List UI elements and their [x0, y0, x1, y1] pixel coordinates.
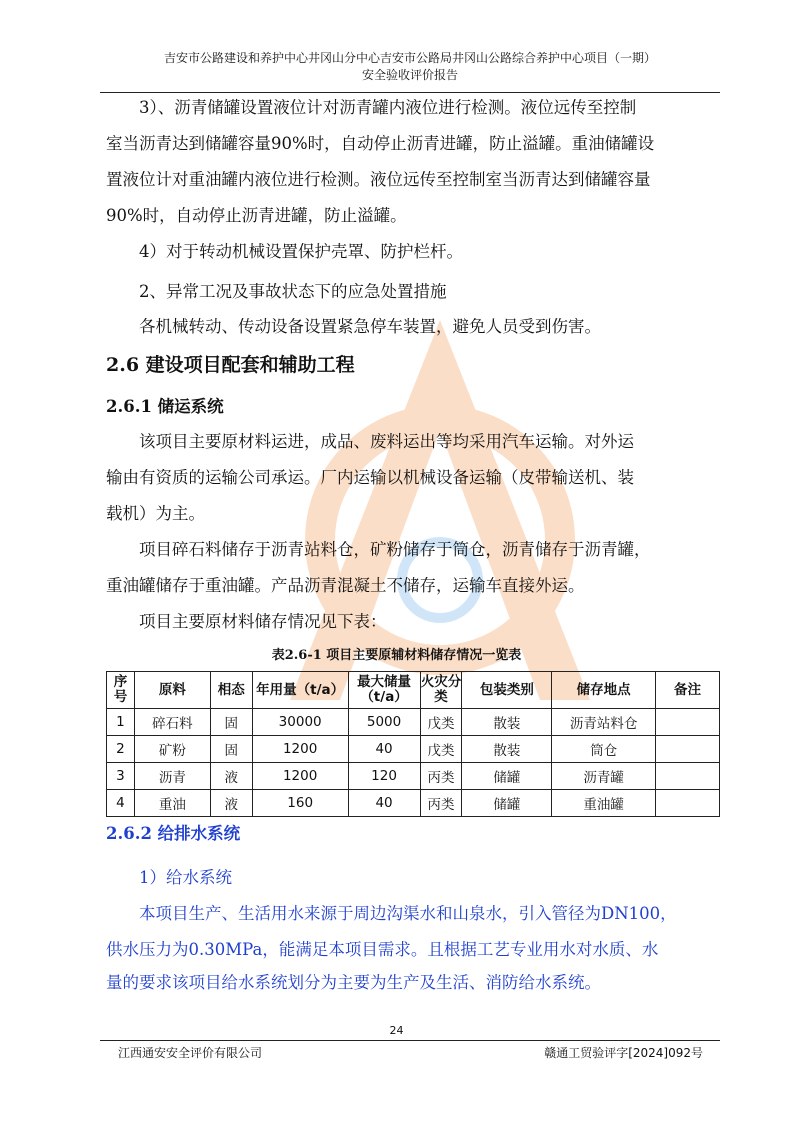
table-cell: 1200 [252, 763, 348, 790]
table-cell: 160 [252, 790, 348, 817]
table-header-cell: 储存地点 [552, 672, 656, 709]
paragraph-line: 量的要求该项目给水系统划分为主要为生产及生活、消防给水系统。 [106, 973, 601, 992]
table-cell: 3 [107, 763, 135, 790]
table-cell: 矿粉 [134, 736, 210, 763]
section-heading: 2.6 建设项目配套和辅助工程 [106, 354, 355, 376]
table-cell: 筒仓 [552, 736, 656, 763]
table-cell: 液 [210, 763, 252, 790]
page-number: 24 [389, 1024, 404, 1037]
table-cell: 2 [107, 736, 135, 763]
table-cell: 碎石料 [134, 709, 210, 736]
table-cell: 120 [348, 763, 420, 790]
table-row [107, 736, 720, 763]
table-cell: 丙类 [420, 763, 462, 790]
table-cell: 戊类 [420, 709, 462, 736]
footer-document-number: 赣通工贸验评字[2024]092号 [544, 1046, 703, 1060]
watermark-a-shape [290, 320, 590, 700]
table-header-cell: 包装类别 [462, 672, 552, 709]
table-cell: 沥青站料仓 [552, 709, 656, 736]
paragraph-line: 重油罐储存于重油罐。产品沥青混凝土不储存，运输车直接外运。 [106, 576, 585, 595]
table-cell: 散装 [462, 709, 552, 736]
header-title-line2: 安全验收评价报告 [361, 68, 458, 82]
footer-company: 江西通安安全评价有限公司 [118, 1046, 263, 1060]
paragraph-line: 2、异常工况及事故状态下的应急处置措施 [139, 282, 447, 301]
header-title-line1: 吉安市公路建设和养护中心井冈山分中心吉安市公路局井冈山公路综合养护中心项目（一期） [163, 51, 656, 65]
table-cell: 固 [210, 736, 252, 763]
table-cell: 沥青 [134, 763, 210, 790]
table-cell [656, 736, 720, 763]
paragraph-line: 1）给水系统 [139, 868, 232, 887]
table-cell: 30000 [252, 709, 348, 736]
table-cell: 1200 [252, 736, 348, 763]
table-row [107, 709, 720, 736]
table-caption: 表2.6-1 项目主要原辅材料储存情况一览表 [271, 648, 522, 663]
table-header-cell: 相态 [210, 672, 252, 709]
table-cell: 丙类 [420, 790, 462, 817]
paragraph-line: 输由有资质的运输公司承运。厂内运输以机械设备运输（皮带输送机、装 [106, 468, 634, 487]
paragraph-line: 置液位计对重油罐内液位进行检测。液位远传至控制室当沥青达到储罐容量 [106, 170, 651, 189]
table-cell: 储罐 [462, 763, 552, 790]
paragraph-line: 90%时，自动停止沥青进罐，防止溢罐。 [106, 206, 407, 225]
table-header-cell: 序号 [107, 672, 135, 709]
table-cell: 液 [210, 790, 252, 817]
page-header [100, 50, 720, 84]
table-row [107, 790, 720, 817]
footer-divider [100, 1040, 720, 1041]
paragraph-line: 该项目主要原材料运进，成品、废料运出等均采用汽车运输。对外运 [139, 432, 634, 451]
table-header-cell: 备注 [656, 672, 720, 709]
table-header-cell: 年用量（t/a） [252, 672, 348, 709]
table-cell: 4 [107, 790, 135, 817]
table-cell: 沥青罐 [552, 763, 656, 790]
table-cell: 固 [210, 709, 252, 736]
materials-storage-table [106, 671, 720, 817]
table-cell: 5000 [348, 709, 420, 736]
table-cell [656, 709, 720, 736]
table-cell [656, 790, 720, 817]
table-header-cell: 最大储量（t/a） [348, 672, 420, 709]
table-header-cell: 原料 [134, 672, 210, 709]
table-cell: 40 [348, 736, 420, 763]
table-cell: 储罐 [462, 790, 552, 817]
paragraph-line: 本项目生产、生活用水来源于周边沟渠水和山泉水，引入管径为DN100， [139, 904, 677, 923]
paragraph-line: 项目碎石料储存于沥青站料仓，矿粉储存于筒仓，沥青储存于沥青罐， [139, 540, 651, 559]
paragraph-line: 4）对于转动机械设置保护壳罩、防护栏杆。 [139, 242, 463, 261]
subsection-heading: 2.6.2 给排水系统 [106, 824, 241, 843]
table-cell: 散装 [462, 736, 552, 763]
paragraph-line: 室当沥青达到储罐容量90%时，自动停止沥青进罐，防止溢罐。重油储罐设 [106, 134, 655, 153]
table-cell: 1 [107, 709, 135, 736]
header-divider [100, 92, 720, 93]
paragraph-line: 项目主要原材料储存情况见下表： [139, 612, 387, 631]
paragraph-line: 载机）为主。 [106, 504, 205, 523]
table-cell [656, 763, 720, 790]
paragraph-line: 供水压力为0.30MPa，能满足本项目需求。且根据工艺专业用水对水质、水 [106, 940, 659, 959]
paragraph-line: 各机械转动、传动设备设置紧急停车装置，避免人员受到伤害。 [139, 317, 601, 336]
table-header-row [107, 672, 720, 709]
table-header-cell: 火灾分类 [420, 672, 462, 709]
paragraph-line: 3）、沥青储罐设置液位计对沥青罐内液位进行检测。液位远传至控制 [139, 98, 637, 117]
table-cell: 重油罐 [552, 790, 656, 817]
table-cell: 戊类 [420, 736, 462, 763]
table-row [107, 763, 720, 790]
subsection-heading: 2.6.1 储运系统 [106, 397, 224, 416]
table-cell: 40 [348, 790, 420, 817]
table-cell: 重油 [134, 790, 210, 817]
